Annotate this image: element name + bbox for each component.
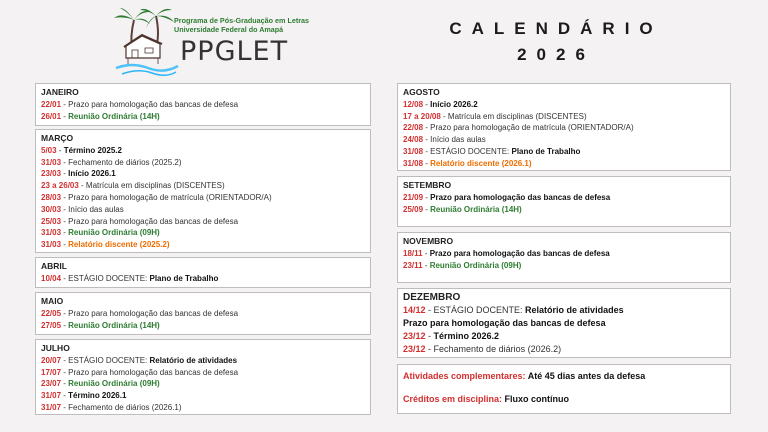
month-heading: JANEIRO: [41, 87, 79, 97]
entry-date: 31/07: [41, 391, 62, 401]
calendar-entry: [41, 204, 365, 216]
notes-box: [397, 364, 731, 414]
entry-separator: -: [61, 99, 69, 109]
calendar-entry: [41, 216, 365, 228]
entry-date: 31/03: [41, 240, 62, 250]
entry-separator: -: [78, 181, 86, 191]
calendar-entry: [41, 157, 365, 169]
entry-date: 30/03: [41, 204, 62, 214]
calendar-entry: [41, 355, 365, 367]
entry-text: ESTÁGIO DOCENTE:: [68, 273, 150, 283]
entry-text: Prazo para homologação das bancas de defesa: [430, 192, 611, 202]
entry-separator: -: [61, 320, 69, 330]
entry-date: 17 a 20/08: [403, 111, 441, 121]
entry-date: 23 a 26/03: [41, 181, 79, 191]
program-line-2: Universidade Federal do Amapá: [174, 25, 284, 34]
entry-date: 22/01: [41, 99, 62, 109]
entry-text: Reunião Ordinária (14H): [68, 111, 160, 121]
calendar-entry: [41, 227, 365, 239]
entry-text: Relatório discente (2025.2): [68, 240, 170, 250]
entry-text: Prazo para homologação das bancas de defesa: [429, 248, 610, 258]
entry-text: Reunião Ordinária (14H): [68, 320, 160, 330]
program-acronym: PPGLET: [180, 36, 289, 67]
entry-text: Prazo para homologação das bancas de defesa: [68, 367, 239, 377]
entry-text: Fechamento de diários (2025.2): [68, 157, 182, 167]
entry-date: 31/03: [41, 157, 62, 167]
entry-separator: -: [61, 228, 69, 238]
entry-text: Prazo para homologação das bancas de defesa: [403, 318, 606, 328]
entry-separator: -: [61, 169, 69, 179]
calendar-entry: [41, 192, 365, 204]
entry-date: 21/09: [403, 192, 424, 202]
calendar-entry: [41, 390, 365, 402]
calendar-entry: [403, 158, 725, 170]
entry-detail: Plano de Trabalho: [149, 273, 219, 283]
entry-date: 14/12: [403, 304, 426, 315]
calendar-entry: [403, 134, 725, 146]
calendar-entry: [403, 122, 725, 134]
entry-date: 22/08: [403, 123, 424, 133]
calendar-entry: [403, 99, 725, 111]
month-box-julho: [35, 339, 371, 415]
entry-text: Fechamento de diários (2026.2): [433, 344, 562, 355]
entry-date: 23/12: [403, 344, 426, 355]
month-box-setembro: [397, 176, 731, 227]
entry-text: Prazo para homologação de matrícula (ORIENTADOR/A): [68, 192, 272, 202]
month-heading: ABRIL: [41, 261, 67, 271]
entry-date: 27/05: [41, 320, 62, 330]
entry-separator: -: [61, 402, 69, 412]
entry-date: 25/09: [403, 204, 424, 214]
entry-text: ESTÁGIO DOCENTE:: [68, 355, 150, 365]
entry-date: 23/03: [41, 169, 62, 179]
month-box-marco: [35, 129, 371, 253]
calendar-entry: [41, 320, 365, 332]
entry-separator: -: [422, 248, 430, 258]
entry-date: 23/11: [403, 260, 423, 270]
calendar-entry: [41, 273, 365, 285]
entry-text: Fechamento de diários (2026.1): [68, 402, 182, 412]
entry-text: Prazo para homologação de matrícula (ORIENTADOR/A): [430, 123, 634, 133]
entry-separator: -: [61, 355, 69, 365]
entry-separator: -: [61, 216, 69, 226]
calendar-entry: [403, 111, 725, 123]
entry-separator: -: [423, 99, 431, 109]
month-box-maio: [35, 292, 371, 335]
program-line-1: Programa de Pós-Graduação em Letras: [174, 16, 310, 25]
calendar-entry: [403, 304, 725, 317]
calendar-entry: [403, 192, 725, 204]
entry-date: 12/08: [403, 99, 424, 109]
entry-date: 31/03: [41, 228, 62, 238]
entry-separator: -: [61, 192, 69, 202]
calendar-entry: [403, 204, 725, 216]
entry-separator: -: [425, 304, 434, 315]
entry-text: Relatório discente (2026.1): [430, 158, 532, 168]
entry-text: Matrícula em disciplinas (DISCENTES): [447, 111, 587, 121]
calendar-entry: [403, 260, 725, 272]
ppglet-logo: [112, 6, 312, 78]
activities-value: Até 45 dias antes da defesa: [525, 371, 646, 381]
calendar-entry: [41, 111, 365, 123]
entry-text: Início 2026.1: [68, 169, 116, 179]
entry-text: Término 2025.2: [63, 145, 122, 155]
calendar-title: [430, 16, 682, 68]
entry-separator: -: [440, 111, 448, 121]
entry-date: 22/05: [41, 308, 62, 318]
title-word: CALENDÁRIO: [449, 19, 663, 38]
entry-text: Reunião Ordinária (09H): [68, 379, 160, 389]
entry-separator: -: [61, 391, 69, 401]
title-year: 2026: [517, 45, 595, 64]
entry-date: 28/03: [41, 192, 62, 202]
calendar-entry: [41, 180, 365, 192]
entry-date: 10/04: [41, 273, 62, 283]
entry-separator: -: [423, 135, 431, 145]
calendar-entry: [403, 343, 725, 356]
month-box-agosto: [397, 83, 731, 171]
entry-separator: -: [423, 192, 431, 202]
entry-date: 31/08: [403, 158, 424, 168]
month-heading: JULHO: [41, 343, 70, 353]
entry-date: 23/07: [41, 379, 62, 389]
entry-separator: -: [61, 111, 69, 121]
entry-text: Prazo para homologação das bancas de defesa: [68, 99, 239, 109]
entry-text: Reunião Ordinária (14H): [430, 204, 522, 214]
entry-date: 31/07: [41, 402, 62, 412]
entry-text: ESTÁGIO DOCENTE:: [433, 304, 526, 315]
entry-date: 5/03: [41, 145, 57, 155]
month-heading: DEZEMBRO: [403, 292, 461, 303]
month-box-abril: [35, 257, 371, 288]
credits-value: Fluxo contínuo: [502, 394, 570, 405]
calendar-entry: [41, 367, 365, 379]
entry-text: Reunião Ordinária (09H): [429, 260, 522, 270]
month-heading: NOVEMBRO: [403, 236, 454, 246]
entry-separator: -: [425, 331, 434, 342]
calendar-entry: [41, 402, 365, 414]
entry-text: Início das aulas: [68, 204, 124, 214]
entry-text: Término 2026.1: [68, 391, 127, 401]
entry-detail: Relatório de atividades: [525, 304, 624, 315]
entry-date: 23/12: [403, 331, 426, 342]
calendar-entry: [403, 317, 725, 330]
entry-detail: Plano de Trabalho: [511, 146, 581, 156]
entry-separator: -: [61, 157, 69, 167]
calendar-entry: [403, 330, 725, 343]
entry-separator: -: [423, 158, 431, 168]
entry-separator: -: [61, 379, 69, 389]
month-box-novembro: [397, 232, 731, 283]
entry-separator: -: [61, 204, 69, 214]
entry-text: Prazo para homologação das bancas de defesa: [68, 216, 239, 226]
month-heading: SETEMBRO: [403, 180, 452, 190]
calendar-entry: [41, 239, 365, 251]
entry-separator: -: [423, 123, 431, 133]
entry-separator: -: [423, 146, 431, 156]
entry-date: 31/08: [403, 146, 424, 156]
entry-date: 17/07: [41, 367, 62, 377]
entry-text: Início 2026.2: [430, 99, 478, 109]
calendar-entry: [41, 308, 365, 320]
calendar-entry: [41, 168, 365, 180]
entry-detail: Relatório de atividades: [149, 355, 238, 365]
entry-separator: -: [423, 204, 431, 214]
entry-separator: -: [56, 145, 64, 155]
entry-separator: -: [425, 344, 434, 355]
month-heading: MAIO: [41, 296, 64, 306]
entry-text: Início das aulas: [430, 135, 486, 145]
program-name: [174, 16, 324, 34]
entry-date: 24/08: [403, 135, 424, 145]
entry-text: ESTÁGIO DOCENTE:: [430, 146, 512, 156]
month-box-dezembro: [397, 288, 731, 358]
calendar-entry: [41, 99, 365, 111]
entry-separator: -: [61, 308, 69, 318]
month-box-janeiro: [35, 83, 371, 126]
calendar-entry: [403, 146, 725, 158]
entry-separator: -: [61, 240, 69, 250]
month-heading: MARÇO: [41, 133, 74, 143]
entry-date: 18/11: [403, 248, 423, 258]
entry-text: Matrícula em disciplinas (DISCENTES): [85, 181, 225, 191]
credits-note: [403, 393, 725, 406]
entry-text: Prazo para homologação das bancas de defesa: [68, 308, 239, 318]
logo-palm-house-icon: [112, 6, 182, 78]
calendar-entry: [403, 248, 725, 260]
entry-text: Reunião Ordinária (09H): [68, 228, 160, 238]
activities-label: Atividades complementares:: [403, 371, 526, 381]
entry-separator: -: [422, 260, 430, 270]
credits-label: Créditos em disciplina:: [403, 394, 503, 405]
entry-separator: -: [61, 273, 69, 283]
calendar-entry: [41, 378, 365, 390]
month-heading: AGOSTO: [403, 87, 440, 97]
entry-separator: -: [61, 367, 69, 377]
activities-note: [403, 370, 725, 383]
entry-date: 20/07: [41, 355, 62, 365]
entry-text: Término 2026.2: [433, 331, 500, 342]
entry-date: 25/03: [41, 216, 62, 226]
calendar-entry: [41, 145, 365, 157]
entry-date: 26/01: [41, 111, 62, 121]
